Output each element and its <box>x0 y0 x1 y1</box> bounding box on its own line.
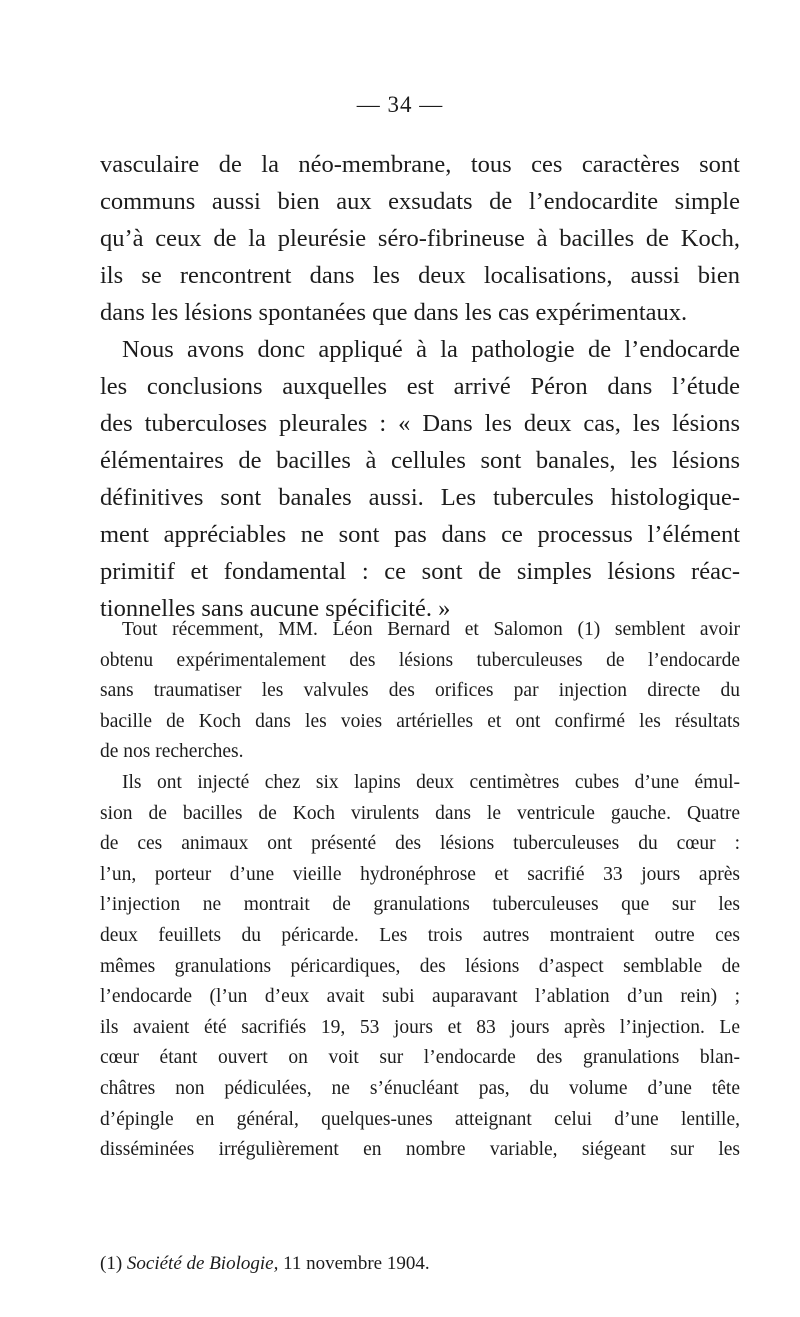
text-line: les conclusions auxquelles est arrivé Péron dans l’étude <box>100 373 740 400</box>
text-line: ils avaient été sacrifiés 19, 53 jours et 83 jours après l’injection. Le <box>100 1016 740 1038</box>
text-line: de ces animaux ont présenté des lésions tuberculeuses du cœur : <box>100 833 740 855</box>
text-line: ils se rencontrent dans les deux localisations, aussi bien <box>100 262 740 289</box>
footnote-marker: (1) <box>100 1253 123 1274</box>
text-line: l’injection ne montrait de granulations tuberculeuses que sur les <box>100 894 740 916</box>
text-line: élémentaires de bacilles à cellules sont banales, les lésions <box>100 447 740 474</box>
text-line: vasculaire de la néo-membrane, tous ces caractères sont <box>100 151 740 178</box>
text-line: ment appréciables ne sont pas dans ce processus l’élément <box>100 521 740 548</box>
text-line: bacille de Koch dans les voies artérielles et ont confirmé les résultats <box>100 710 740 732</box>
text-line: obtenu expérimentalement des lésions tuberculeuses de l’endocarde <box>100 649 740 671</box>
text-line: l’un, porteur d’une vieille hydronéphrose et sacrifié 33 jours après <box>100 863 740 885</box>
text-line: châtres non pédiculées, ne s’énucléant pas, du volume d’une tête <box>100 1077 740 1099</box>
text-line: disséminées irrégulièrement en nombre variable, siégeant sur les <box>100 1139 740 1161</box>
small-paragraph <box>100 615 740 1166</box>
text-line: définitives sont banales aussi. Les tubercules histologique- <box>100 484 740 511</box>
page-number: — 34 — <box>356 92 444 117</box>
text-line: deux feuillets du péricarde. Les trois autres montraient outre ces <box>100 924 740 946</box>
text-line: communs aussi bien aux exsudats de l’endocardite simple <box>100 188 740 215</box>
text-line: primitif et fondamental : ce sont de simples lésions réac- <box>100 558 740 585</box>
text-line: cœur étant ouvert on voit sur l’endocarde des granulations blan- <box>100 1047 740 1069</box>
text-line: Ils ont injecté chez six lapins deux centimètres cubes d’une émul- <box>122 771 740 793</box>
text-line: sans traumatiser les valvules des orifices par injection directe du <box>100 680 740 702</box>
text-line: des tuberculoses pleurales : « Dans les deux cas, les lésions <box>100 410 740 437</box>
footnote-source: Société de Biologie, <box>126 1253 279 1274</box>
text-line: mêmes granulations péricardiques, des lésions d’aspect semblable de <box>100 955 740 977</box>
text-line: qu’à ceux de la pleurésie séro-fibrineuse à bacilles de Koch, <box>100 225 740 252</box>
text-line: dans les lésions spontanées que dans les cas expérimentaux. <box>100 299 688 326</box>
text-line: de nos recherches. <box>100 741 244 763</box>
footnote <box>100 1253 740 1275</box>
text-line: Nous avons donc appliqué à la pathologie de l’endocarde <box>122 336 740 363</box>
main-paragraph <box>100 146 740 627</box>
footnote-date: 11 novembre 1904. <box>283 1253 430 1274</box>
text-line: Tout récemment, MM. Léon Bernard et Salomon (1) semblent avoir <box>122 619 740 640</box>
text-line: tionnelles sans aucune spécificité. » <box>100 595 451 622</box>
text-line: d’épingle en général, quelques-unes atteignant celui d’une lentille, <box>100 1108 740 1130</box>
text-line: l’endocarde (l’un d’eux avait subi auparavant l’ablation d’un rein) ; <box>100 986 740 1008</box>
text-line: sion de bacilles de Koch virulents dans le ventricule gauche. Quatre <box>100 802 740 824</box>
